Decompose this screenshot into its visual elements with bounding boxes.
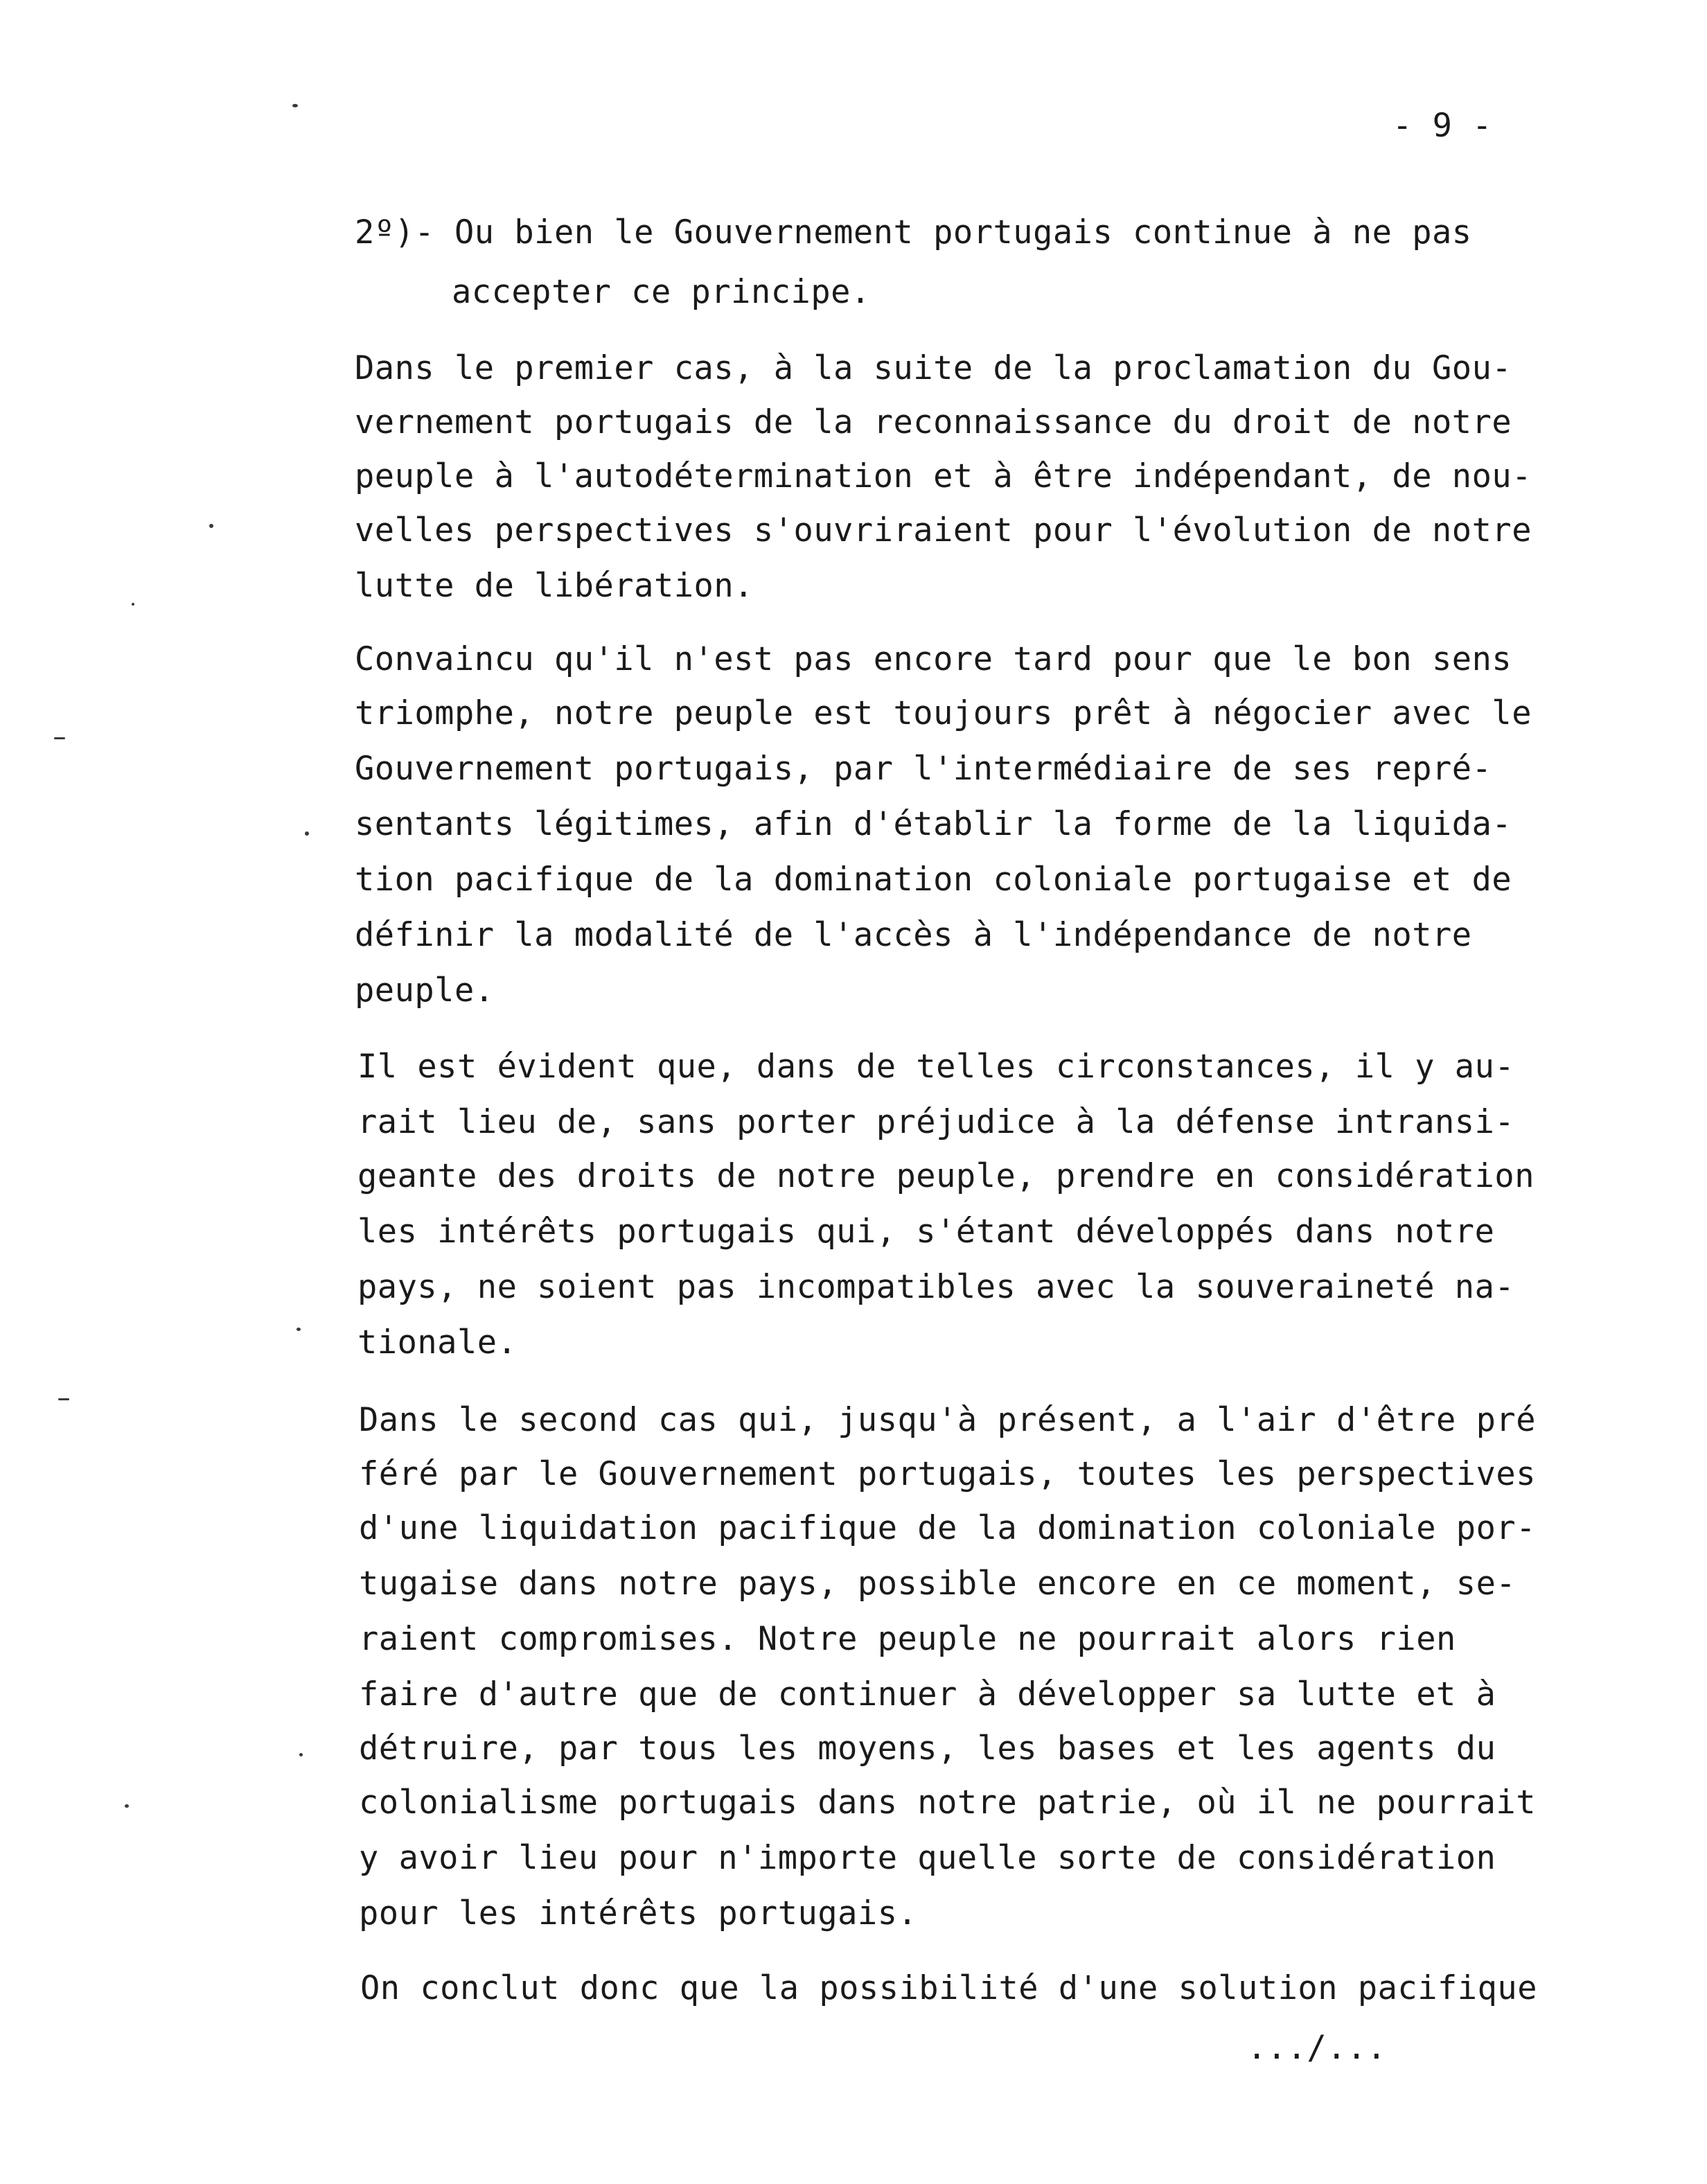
page-number: - 9 - <box>1392 107 1492 145</box>
continuation-mark: .../... <box>1247 2029 1387 2067</box>
paragraph-1-line: velles perspectives s'ouvriraient pour l'évolution de notre <box>355 511 1532 549</box>
paragraph-1-line: peuple à l'autodétermination et à être indépendant, de nou- <box>355 457 1532 495</box>
paragraph-2-line: Gouvernement portugais, par l'intermédiaire de ses repré- <box>355 750 1492 788</box>
paragraph-4-line: colonialisme portugais dans notre patrie, où il ne pourrait <box>359 1784 1536 1822</box>
paragraph-5-line: On conclut donc que la possibilité d'une solution pacifique <box>360 1969 1537 2007</box>
paragraph-2-line: triomphe, notre peuple est toujours prêt à négocier avec le <box>355 694 1532 732</box>
paragraph-2-line: sentants légitimes, afin d'établir la forme de la liquida- <box>355 805 1512 843</box>
paragraph-4-line: féré par le Gouvernement portugais, toutes les perspectives <box>359 1455 1536 1493</box>
scan-speck <box>132 603 134 606</box>
paragraph-1-line: Dans le premier cas, à la suite de la proclamation du Gou- <box>355 349 1512 387</box>
paragraph-2-line: peuple. <box>355 971 495 1010</box>
paragraph-4-line: raient compromises. Notre peuple ne pourrait alors rien <box>359 1620 1456 1658</box>
scan-speck <box>305 831 309 836</box>
paragraph-4-line: faire d'autre que de continuer à développer sa lutte et à <box>359 1675 1496 1714</box>
paragraph-3-line: pays, ne soient pas incompatibles avec la souveraineté na- <box>357 1268 1515 1306</box>
paragraph-1-line: lutte de libération. <box>355 567 754 605</box>
paragraph-1-line: vernement portugais de la reconnaissance du droit de notre <box>355 403 1512 441</box>
paragraph-2-line: tion pacifique de la domination coloniale portugaise et de <box>355 861 1512 899</box>
scan-speck <box>125 1804 129 1808</box>
paragraph-3-line: geante des droits de notre peuple, prendre en considération <box>357 1157 1534 1195</box>
paragraph-2-line: définir la modalité de l'accès à l'indépendance de notre <box>355 916 1472 954</box>
paragraph-3-line: rait lieu de, sans porter préjudice à la défense intransi- <box>357 1103 1515 1141</box>
scan-speck <box>54 737 65 739</box>
paragraph-4-line: Dans le second cas qui, jusqu'à présent, a l'air d'être pré <box>359 1401 1536 1439</box>
paragraph-3-line: Il est évident que, dans de telles circonstances, il y au- <box>357 1048 1515 1086</box>
paragraph-4-line: pour les intérêts portugais. <box>359 1894 918 1932</box>
point-2-line-2: accepter ce principe. <box>452 273 871 311</box>
paragraph-3-line: les intérêts portugais qui, s'étant développés dans notre <box>357 1213 1495 1251</box>
point-2-line-1: 2º)- Ou bien le Gouvernement portugais continue à ne pas <box>355 213 1472 252</box>
paragraph-4-line: y avoir lieu pour n'importe quelle sorte de considération <box>359 1839 1496 1877</box>
paragraph-4-line: d'une liquidation pacifique de la domination coloniale por- <box>359 1509 1536 1547</box>
paragraph-3-line: tionale. <box>357 1323 518 1362</box>
scan-speck <box>292 104 298 107</box>
scan-speck <box>58 1398 69 1400</box>
scan-speck <box>299 1753 303 1756</box>
scan-speck <box>209 524 213 528</box>
paragraph-4-line: tugaise dans notre pays, possible encore en ce moment, se- <box>359 1565 1516 1603</box>
paragraph-2-line: Convaincu qu'il n'est pas encore tard pour que le bon sens <box>355 640 1512 678</box>
paragraph-4-line: détruire, par tous les moyens, les bases et les agents du <box>359 1729 1496 1768</box>
scan-speck <box>297 1328 301 1331</box>
